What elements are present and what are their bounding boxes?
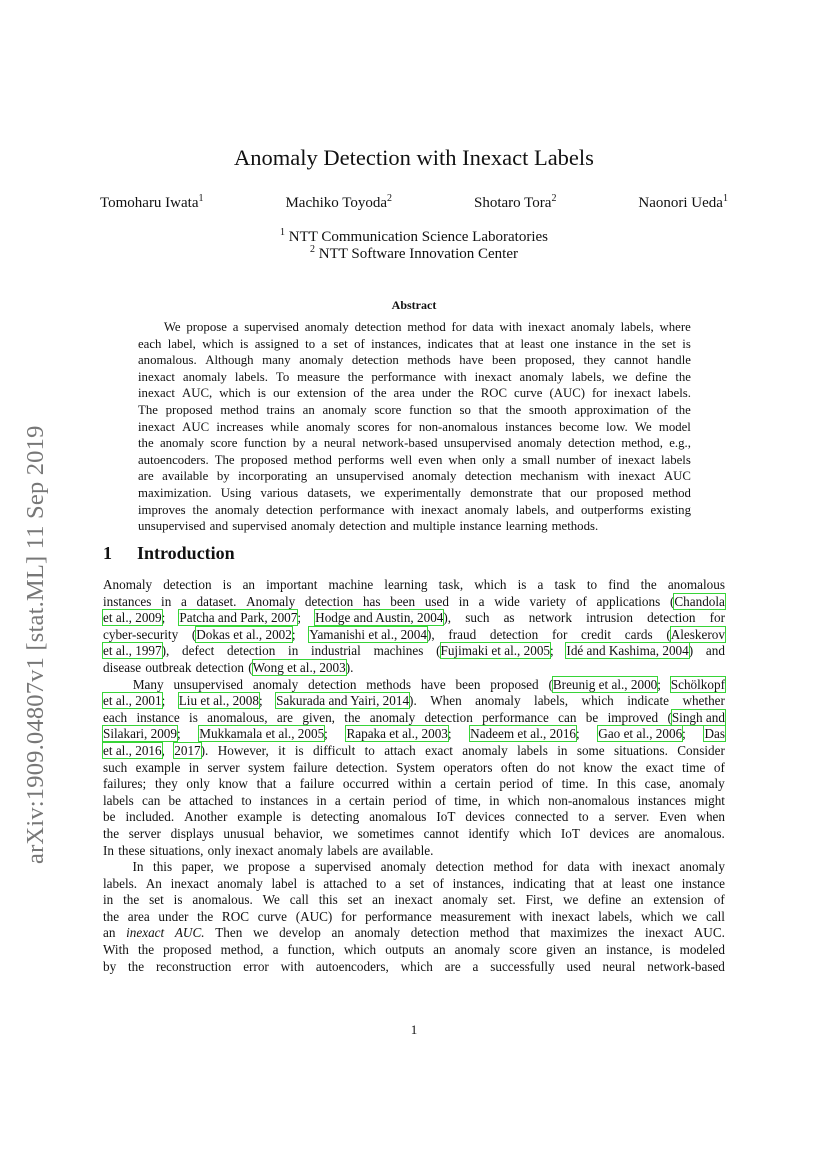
page-number: 1 <box>410 1022 418 1037</box>
abstract-line: autoencoders. The proposed method performs well even when only a small number of inexact labels <box>138 452 691 467</box>
paper-title: Anomaly Detection with Inexact Labels <box>234 145 594 170</box>
author-name: Tomoharu Iwata <box>100 195 199 211</box>
citation-link[interactable]: Schölkopf <box>670 676 725 692</box>
abstract-body <box>138 319 691 535</box>
citation-link[interactable]: Gao et al., 2006 <box>598 726 683 742</box>
author <box>474 195 556 212</box>
body-line: cyber-security (Dokas et al., 2002; Yamanishi et al., 2004), fraud detection for credit cards (Aleskerov <box>103 626 725 642</box>
citation-link[interactable]: Liu et al., 2008 <box>178 693 259 709</box>
body-line: With the proposed method, a function, which outputs an anomaly score given an instance, is modeled <box>103 942 725 958</box>
citation-link[interactable]: Patcha and Park, 2007 <box>179 610 298 626</box>
body-line: failures; they only know that a failure occurred within a certain period of time. In this case, anomaly <box>103 776 725 792</box>
body-line: et al., 1997), defect detection in industrial machines (Fujimaki et al., 2005; Idé and Kashima, 2004) and <box>103 643 725 659</box>
body-line: by the reconstruction error with autoencoders, which are a successfully used neural network-based <box>103 958 725 974</box>
citation-link[interactable]: Idé and Kashima, 2004 <box>566 643 689 659</box>
body-line: Many unsupervised anomaly detection methods have been proposed (Breunig et al., 2000; Schölkopf <box>132 676 725 692</box>
citation-link[interactable]: Dokas et al., 2002 <box>196 626 292 642</box>
abstract-line: are available by incorporating an unsupervised anomaly detection mechanism with inexact AUC <box>138 469 691 484</box>
citation-link[interactable]: et al., 2016 <box>103 742 162 758</box>
citation-link[interactable]: 2017 <box>174 742 201 758</box>
citation-link[interactable]: Wong et al., 2003 <box>252 659 346 675</box>
author-affiliation-mark: 1 <box>198 193 204 204</box>
author-name: Naonori Ueda <box>638 195 723 211</box>
abstract-line: The proposed method trains an anomaly score function so that the smooth approximation of the <box>138 402 691 417</box>
abstract-line: inexact anomaly labels. To measure the performance with inexact anomaly labels, we define the <box>138 369 691 384</box>
citation-link[interactable]: Fujimaki et al., 2005 <box>440 643 551 659</box>
body-line: labels can be attached to instances in a certain period of time, in which non-anomalous instances might <box>103 792 725 808</box>
citation-link[interactable]: et al., 2001 <box>103 693 162 709</box>
citation-link[interactable]: Silakari, 2009 <box>103 726 177 742</box>
section-heading <box>103 543 235 564</box>
affiliation-number: 2 <box>309 244 315 255</box>
body-line: disease outbreak detection (Wong et al., 2003). <box>103 659 354 675</box>
arxiv-id-text: arXiv:1909.04807v1 [stat.ML] 11 Sep 2019 <box>22 425 49 864</box>
body-line: an inexact AUC. Then we develop an anomaly detection method that maximizes the inexact AUC. <box>103 925 725 941</box>
introduction-body <box>103 577 725 975</box>
body-line: each instance is anomalous, are given, the anomaly detection performance can be improved (Singh and <box>103 709 725 725</box>
body-line: et al., 2001; Liu et al., 2008; Sakurada and Yairi, 2014). When anomaly labels, which indicate whether <box>103 693 725 709</box>
body-line: et al., 2016, 2017). However, it is difficult to attach exact anomaly labels in some situations. Consider <box>103 742 725 758</box>
author-affiliation-mark: 2 <box>387 193 393 204</box>
author-affiliation-mark: 1 <box>722 193 728 204</box>
abstract-heading: Abstract <box>391 298 437 312</box>
citation-link[interactable]: Aleskerov <box>670 626 725 642</box>
body-line: the area under the ROC curve (AUC) for performance measurement with inexact labels, which we call <box>103 908 725 924</box>
citation-link[interactable]: Sakurada and Yairi, 2014 <box>276 693 410 709</box>
citation-link[interactable]: et al., 1997 <box>103 643 162 659</box>
abstract-line: We propose a supervised anomaly detection method for data with inexact anomaly labels, where <box>163 320 691 334</box>
abstract-line: inexact AUC increases while anomaly scores for non-anomalous instances become low. We model <box>138 419 691 434</box>
abstract-line: each label, which is assigned to a set of instances, indicates that at least one instance in the set is <box>138 336 691 351</box>
citation-link[interactable]: Breunig et al., 2000 <box>552 676 658 692</box>
body-line: In these situations, only inexact anomaly labels are available. <box>103 842 434 858</box>
citation-link[interactable]: Hodge and Austin, 2004 <box>315 610 444 626</box>
affiliation <box>0 246 828 263</box>
author <box>100 195 204 212</box>
author-name: Shotaro Tora <box>474 195 552 211</box>
citation-link[interactable]: Das <box>704 726 725 742</box>
abstract-line: the anomaly score function by a neural network-based unsupervised anomaly detection method, e.g., <box>138 436 691 451</box>
author-affiliation-mark: 2 <box>551 193 557 204</box>
citation-link[interactable]: Singh and <box>671 709 725 725</box>
section-title: Introduction <box>137 543 235 563</box>
abstract-line: anomalous. Although many anomaly detection methods have been proposed, they cannot handle <box>138 353 691 368</box>
citation-link[interactable]: Yamanishi et al., 2004 <box>309 626 427 642</box>
body-line: the server displays unusual behavior, we sometimes cannot identify which IoT devices are anomalous. <box>103 825 725 841</box>
author <box>285 195 392 212</box>
abstract-line: improves the anomaly detection performance with inexact anomaly labels, and outperforms existing <box>138 502 691 517</box>
author-name: Machiko Toyoda <box>285 195 388 211</box>
body-line: In this paper, we propose a supervised anomaly detection method for data with inexact anomaly <box>132 859 725 875</box>
body-line: in the set is anomalous. We call this set an inexact anomaly set. First, we define an extension of <box>103 892 725 908</box>
body-line: such example in server system failure detection. System operators often do not know the exact time of <box>103 759 725 775</box>
abstract-line: unsupervised and supervised anomaly detection and multiple instance learning methods. <box>138 519 599 534</box>
arxiv-sidebar-id <box>20 356 52 864</box>
citation-link[interactable]: Mukkamala et al., 2005 <box>199 726 325 742</box>
body-line: be included. Another example is detecting anomalous IoT devices connected to a server. Even when <box>103 809 725 825</box>
author-list <box>100 195 728 212</box>
affiliation <box>0 229 828 246</box>
body-line: Silakari, 2009; Mukkamala et al., 2005; Rapaka et al., 2003; Nadeem et al., 2016; Gao et al., 2006; Das <box>103 726 725 742</box>
citation-link[interactable]: et al., 2009 <box>103 610 162 626</box>
body-line: labels. An inexact anomaly label is attached to a set of instances, indicating that at least one instance <box>103 875 725 891</box>
author <box>638 195 728 212</box>
affiliation-name: NTT Software Innovation Center <box>318 246 518 262</box>
section-number: 1 <box>103 543 112 563</box>
citation-link[interactable]: Rapaka et al., 2003 <box>346 726 448 742</box>
affiliation-name: NTT Communication Science Laboratories <box>288 229 548 245</box>
abstract-line: maximization. Using various datasets, we experimentally demonstrate that our proposed method <box>138 485 691 500</box>
citation-link[interactable]: Chandola <box>674 593 725 609</box>
citation-link[interactable]: Nadeem et al., 2016 <box>470 726 577 742</box>
abstract-line: inexact AUC, which is our extension of the area under the ROC curve (AUC) for inexact labels. <box>138 386 691 401</box>
body-line: et al., 2009; Patcha and Park, 2007; Hodge and Austin, 2004), such as network intrusion detection for <box>103 610 725 626</box>
body-line: Anomaly detection is an important machine learning task, which is a task to find the anomalous <box>103 577 725 592</box>
body-line: instances in a dataset. Anomaly detection has been used in a wide variety of applications (Chandola <box>103 593 725 609</box>
affiliation-number: 1 <box>280 227 285 238</box>
